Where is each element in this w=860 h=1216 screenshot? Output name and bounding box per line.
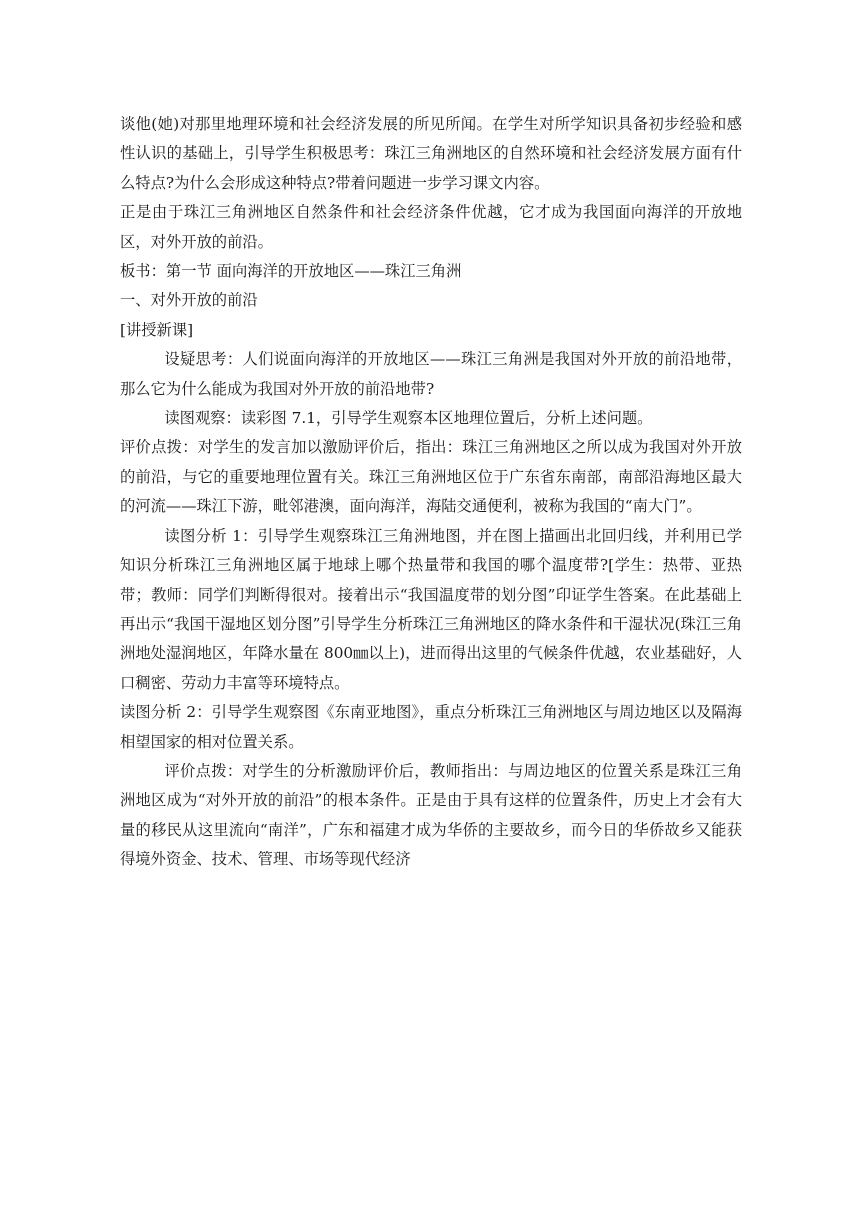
paragraph-question: 设疑思考：人们说面向海洋的开放地区——珠江三角洲是我国对外开放的前沿地带，那么它为什么能成为我国对外开放的前沿地带? [120, 350, 742, 398]
document-page [120, 110, 742, 875]
paragraph-map-analysis-2: 读图分析 2：引导学生观察图《东南亚地图》，重点分析珠江三角洲地区与周边地区以及隔海相望国家的相对位置关系。 [120, 703, 742, 751]
paragraph-map-observation: 读图观察：读彩图 7.1，引导学生观察本区地理位置后，分析上述问题。 [164, 409, 653, 428]
lesson-stage-label: [讲授新课] [120, 320, 194, 339]
section-heading: 一、对外开放的前沿 [120, 291, 258, 310]
blackboard-heading: 板书：第一节 面向海洋的开放地区——珠江三角洲 [120, 262, 462, 281]
paragraph-opening-summary: 正是由于珠江三角洲地区自然条件和社会经济条件优越，它才成为我国面向海洋的开放地区，对外开放的前沿。 [120, 203, 742, 251]
paragraph-evaluation-1: 评价点拨：对学生的发言加以激励评价后，指出：珠江三角洲地区之所以成为我国对外开放的前沿，与它的重要地理位置有关。珠江三角洲地区位于广东省东南部，南部沿海地区最大的河流——珠江下游，毗邻港澳，面向海洋，海陆交通便利，被称为我国的“南大门”。 [120, 438, 742, 516]
paragraph-intro-continuation: 谈他(她)对那里地理环境和社会经济发展的所见所闻。在学生对所学知识具备初步经验和感性认识的基础上，引导学生积极思考：珠江三角洲地区的自然环境和社会经济发展方面有什么特点?为什么会形成这种特点?带着问题进一步学习课文内容。 [120, 115, 742, 192]
paragraph-evaluation-2: 评价点拨：对学生的分析激励评价后，教师指出：与周边地区的位置关系是珠江三角洲地区成为“对外开放的前沿”的根本条件。正是由于具有这样的位置条件，历史上才会有大量的移民从这里流向“南洋”，广东和福建才成为华侨的主要故乡，而今日的华侨故乡又能获得境外资金、技术、管理、市场等现代经济 [120, 761, 742, 869]
paragraph-map-analysis-1: 读图分析 1：引导学生观察珠江三角洲地图，并在图上描画出北回归线，并利用已学知识分析珠江三角洲地区属于地球上哪个热量带和我国的哪个温度带?[学生：热带、亚热带；教师：同学们判断得很对。接着出示“我国温度带的划分图”印证学生答案。在此基础上再出示“我国干湿地区划分图”引导学生分析珠江三角洲地区的降水条件和干湿状况(珠江三角洲地处湿润地区，年降水量在 800㎜以上)，进而得出这里的气候条件优越，农业基础好，人口稠密、劳动力丰富等环境特点。 [120, 526, 742, 692]
